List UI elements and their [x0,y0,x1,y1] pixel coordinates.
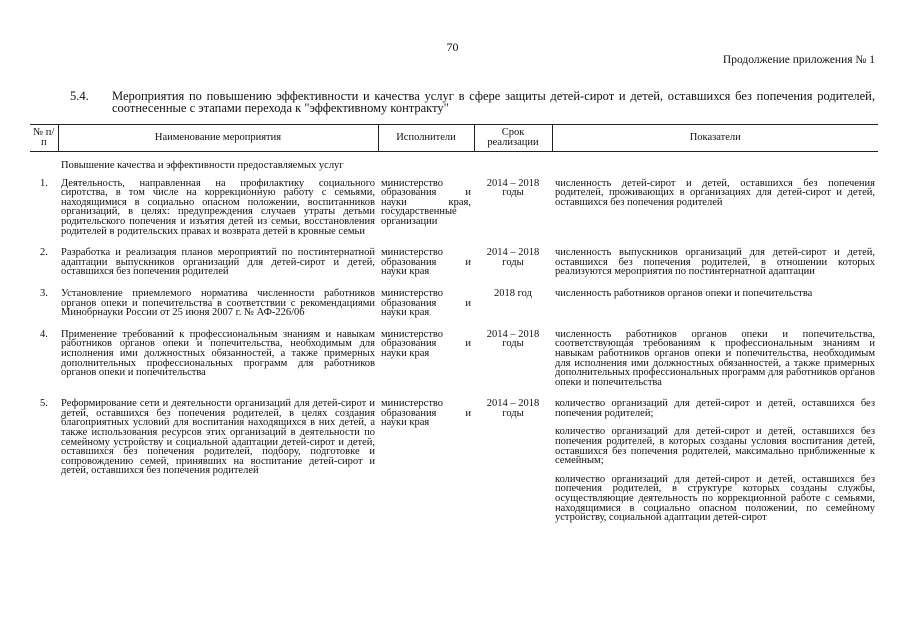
table-row [30,248,878,289]
row-name: Применение требований к профессиональным знаниям и навыкам работников органов опеки и попечительства, необходимым для исполнения ими должностных обязанностей, а также примерных дополнительных профессиональных программ для работников органов опеки и попечительства [61,328,375,379]
row-indicators [552,330,878,400]
header-executors: Исполнители [378,125,474,152]
header-indicators: Показатели [552,125,878,152]
row-executors: министерство образования и науки края [381,287,471,319]
row-num: 4. [40,328,48,340]
row-executors: министерство образования и науки края [381,398,471,429]
indicator-item: численность выпускников организаций для детей-сирот и детей, оставшихся без попечения родителей, в отношении которых реализуются мероприятия по постинтернатной адаптации [555,247,875,278]
row-term: 2014 – 2018 годы [486,398,540,419]
row-name: Установление приемлемого норматива численности работников органов опеки и попечительства в соответствии с рекомендациями Минобрнауки России от 25 июня 2007 г. № АФ-226/06 [61,287,375,319]
table-row [30,330,878,400]
row-indicators [552,289,878,330]
row-term: 2014 – 2018 годы [486,328,540,350]
section-number: 5.4. [70,89,89,103]
group-title: Повышение качества и эффективности предоставляемых услуг [61,160,344,171]
table-header [30,125,878,152]
measures-table [30,124,878,544]
section-title [70,90,875,114]
row-num: 2. [40,247,48,259]
header-term: Срок реализации [474,125,552,152]
row-indicators [552,399,878,544]
row-name: Деятельность, направленная на профилактику социального сиротства, в том числе на коррекционную работу с семьями, находящимися в социально опасном положении, воспитанников организаций, в целях: предупреждения случаев утраты детьми родительского попечения и изъятия детей из семьи, восстановления родителей в родительских правах и возврата детей в кровные семьи [61,177,375,237]
row-term: 2014 – 2018 годы [486,177,540,199]
section-title-text: Мероприятия по повышению эффективности и качества услуг в сфере защиты детей-сирот и детей, оставшихся без попечения родителей, соотнесенные с этапами перехода к "эффективному контракту" [112,89,875,115]
row-executors: министерство образования и науки края [381,328,471,359]
row-num: 1. [40,177,48,189]
row-executors: министерство образования и науки края, государственные организации [381,177,471,227]
indicator-item: количество организаций для детей-сирот и детей, оставшихся без попечения родителей, в структуре которых созданы службы, осуществляющие деятельность по коррекционной работе с семьями, находящимися в социально опасном положении, по семейному устройству, социальной адаптации детей-сирот [555,473,875,524]
page-number: 70 [446,40,459,54]
row-name: Реформирование сети и деятельности организаций для детей-сирот и детей, оставшихся без попечения родителей, в целях создания благоприятных условий для воспитания находящихся в них детей, а также использования ресурсов этих организаций в деятельности по семейному устройству и социальной адаптации детей-сирот и детей, оставшихся без попечения родителей, подбору, подготовке и сопровождению семей, принявших на воспитание детей-сирот и детей, оставшихся без попечения родителей [61,398,375,477]
header-num: № п/п [30,125,58,152]
appendix-note: Продолжение приложения № 1 [722,54,875,66]
row-num: 3. [40,287,48,299]
indicator-item: численность детей-сирот и детей, оставшихся без попечения родителей, проживающих в организациях для детей-сирот и детей, оставшихся без попечения родителей [555,177,875,208]
row-indicators [552,179,878,249]
indicator-item: численность работников органов опеки и попечительства [555,287,813,299]
table-row [30,399,878,544]
row-name: Разработка и реализация планов мероприятий по постинтернатной адаптации выпускников организаций для детей-сирот и детей, оставшихся без попечения родителей [61,247,375,278]
indicator-item: численность работников органов опеки и попечительства, соответствующая требованиям к профессиональным знаниям и навыкам работников органов опеки и попечительства, необходимым для исполнения ими должностных обязанностей, а также примерных дополнительных профессиональных программ для работников органов опеки и попечительства [555,328,875,388]
indicator-item: количество организаций для детей-сирот и детей, оставшихся без попечения родителей; [555,398,875,419]
measures-table-wrapper [30,124,878,544]
table-body [30,152,878,544]
row-num: 5. [40,398,48,410]
row-term: 2018 год [494,287,532,299]
group-row [30,152,878,179]
table-row [30,289,878,330]
row-indicators [552,248,878,289]
header-name: Наименование мероприятия [58,125,378,152]
table-row [30,179,878,249]
indicator-item: количество организаций для детей-сирот и детей, оставшихся без попечения родителей, в которых созданы условия воспитания детей, оставшихся без попечения родителей, максимально приближенные к семейным; [555,426,875,467]
row-term: 2014 – 2018 годы [486,247,540,268]
row-executors: министерство образования и науки края [381,247,471,278]
